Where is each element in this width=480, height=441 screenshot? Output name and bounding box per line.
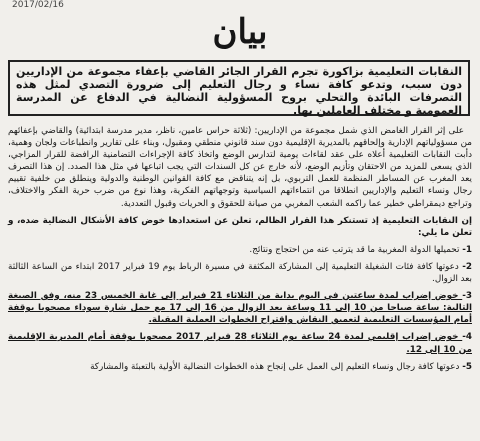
list-item-number: 2- [462,261,472,272]
list-item-number: 1- [462,244,472,255]
document-body [8,125,472,378]
demands-list [8,244,472,373]
list-item-number: 4- [462,332,472,343]
list-item [8,331,472,355]
list-item-text: دعوتها كافة فئات الشغيلة التعليمية إلى المشاركة المكثفة في مسيرة الرباط يوم 19 فبراير 2017 ابتداء من الساعة الثالثة بعد الزوال. [8,261,472,285]
paragraph-1: على إثر القرار الغامض الذي شمل مجموعة من الإداريين: (ثلاثة حراس عامين، ناظر، مدير مدرسة ابتدائية) والقاضي بإعفائهم من مسؤولياتهم الإدارية وإلحاقهم بالمديرية الإقليمية دون سند قانوني منطقي ومقبول، وبناء على تقارير وانطباعات ولجان وهمية، دأبت النقابات التعليمية أعلاه على عقد لقاءات يومية لتدارس الوضع واتخاذ كافة الإجراءات التضامنية الرافضة للقرار المزاجي، الذي يسعى للمزيد من الاحتقان وتأزيم الوضع، لأنه خارج عن كل السندات التي يجب اتباعها في مثل هذا الصدد. إن هذا التصرف يعد المغرب عن المساطر المنظمة للعمل التربوي، بل إنه يتناقض مع كافة القوانين الوطنية والدولية وينطلق من خلفية تقييم رجال ونساء التعليم والإداريين انطلاقا من انتماءاتهم السياسية وتوجهاتهم الفكرية، وهذا نوع من ضرب حرية الفكر والاختلاف، وتراجع ديمقراطي خطير عما راكمه الشعب المغربي من صيانة للحقوق و الحريات وقبول التعددية. [8,126,472,209]
document-title: بيان [212,12,268,52]
header-date: 2017/02/16 [12,0,64,10]
list-item-text: خوض إضراب لمدة ساعتين في اليوم بداية من الثلاثاء 21 فبراير إلى غاية الخميس 23 منه، وفق الصيغة التالية: ساعة صباحا من 10 إلى 11 وساعة بعد الزوال من 16 إلى 17 مع حمل شارة سوداء مصحوبا بوقفة أمام المؤسسات التعليمية لتعميق النقاش واقتراح الخطوات العملية المقبلة. [8,291,473,326]
intro-box: النقابات التعليمية بزاكورة تجرم القرار الجائر القاضي بإعفاء مجموعة من الإداريين دون سبب، وتدعو كافة نساء و رجال التعليم إلى ضرورة التصدي لمثل هذه التصرفات البائدة والتحلي بروح المسؤولية النضالية في الدفاع عن المدرسة العمومية و مختلف العاملين بها. [8,60,470,116]
list-item [8,261,472,285]
list-item-number: 3- [462,291,472,302]
list-item [8,290,472,326]
list-item-text: خوض إضراب إقليمي لمدة 24 ساعة يوم الثلاثاء 28 فبراير 2017 مصحوبا بوقفة أمام المديرية الإقليمية من 10 إلى 12. [8,332,472,355]
list-item-text: دعوتها كافة رجال ونساء التعليم إلى العمل على إنجاح هذه الخطوات النضالية الأولية بالتعبئة والمشاركة [90,361,463,372]
list-item [8,244,472,256]
list-item-text: تحميلها الدولة المغربية ما قد يترتب عنه من احتجاج ونتائج. [249,244,463,255]
list-item-number: 5- [462,361,472,372]
list-item [8,361,472,373]
paragraph-2: إن النقابات التعليمية إذ تستنكر هذا القرار الظالم، تعلن عن استعدادها خوض كافة الأشكال النضالية ضده، و تعلن ما يلي: [8,215,472,238]
